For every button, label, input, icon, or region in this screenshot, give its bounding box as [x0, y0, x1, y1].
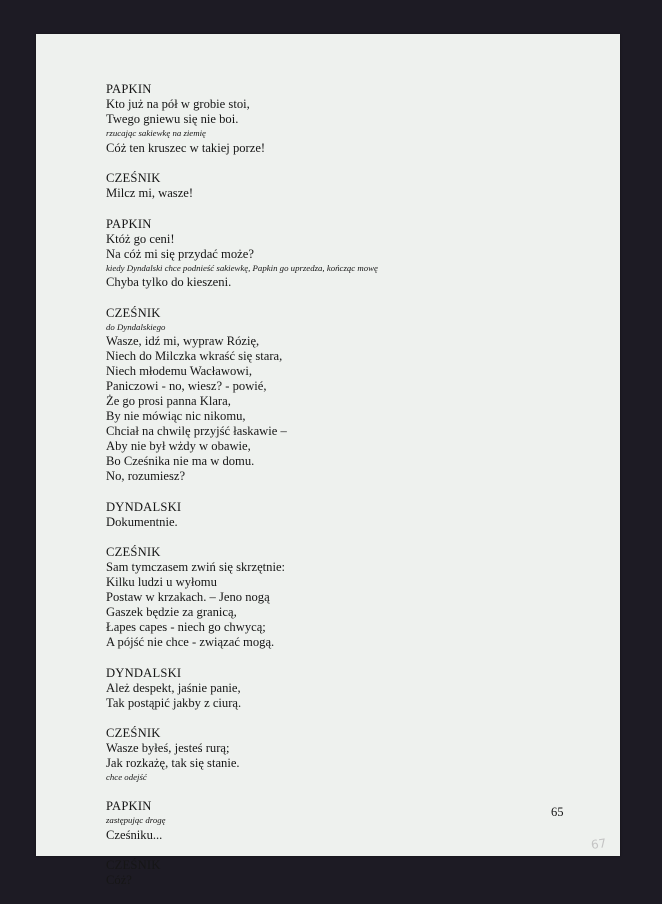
- verse-line: Kilku ludzi u wyłomu: [106, 575, 217, 589]
- dialogue-block: [106, 799, 586, 843]
- verse-line: Chyba tylko do kieszeni.: [106, 275, 232, 289]
- verse-line: No, rozumiesz?: [106, 469, 186, 483]
- verse-line: Chciał na chwilę przyjść łaskawie –: [106, 424, 287, 438]
- speaker-name: DYNDALSKI: [106, 665, 182, 680]
- verse-line: By nie mówiąc nic nikomu,: [106, 409, 246, 423]
- verse-line: Łapes capes - niech go chwycą;: [106, 620, 266, 634]
- verse-line: Twego gniewu się nie boi.: [106, 112, 239, 126]
- dialogue-block: [106, 858, 586, 888]
- speaker-name: DYNDALSKI: [106, 499, 182, 514]
- verse-line: Wasze, idź mi, wypraw Rózię,: [106, 334, 260, 348]
- verse-line: Bo Cześnika nie ma w domu.: [106, 454, 255, 468]
- dialogue-block: [106, 545, 586, 650]
- stage-direction: rzucając sakiewkę na ziemię: [106, 128, 206, 138]
- verse-line: Że go prosi panna Klara,: [106, 394, 231, 408]
- verse-line: Niech do Milczka wkraść się stara,: [106, 349, 283, 363]
- verse-line: A pójść nie chce - związać mogą.: [106, 635, 275, 649]
- stage-direction: zastępując drogę: [106, 815, 166, 825]
- verse-line: Dokumentnie.: [106, 514, 178, 529]
- speaker-name: PAPKIN: [106, 799, 152, 813]
- verse-line: Cóż ten kruszec w takiej porze!: [106, 140, 266, 155]
- speaker-name: CZEŚNIK: [106, 171, 161, 185]
- verse-line: Na cóż mi się przydać może?: [106, 246, 254, 261]
- pencil-annotation: 67: [590, 836, 608, 852]
- verse-line: Sam tymczasem zwiń się skrzętnie:: [106, 560, 286, 574]
- speaker-name: PAPKIN: [106, 216, 152, 231]
- dialogue-block: [106, 500, 586, 530]
- verse-line: Postaw w krzakach. – Jeno nogą: [106, 590, 270, 604]
- verse-line: Wasze byłeś, jesteś rurą;: [106, 741, 230, 755]
- verse-line: Jak rozkażę, tak się stanie.: [106, 756, 240, 770]
- stage-direction: chce odejść: [106, 772, 147, 782]
- speaker-name: CZEŚNIK: [106, 858, 161, 872]
- speaker-name: CZEŚNIK: [106, 726, 161, 740]
- dialogue-block: [106, 82, 586, 156]
- dialogue-block: [106, 306, 586, 485]
- page-number: 65: [551, 805, 564, 819]
- verse-line: Niech młodemu Wacławowi,: [106, 364, 252, 378]
- verse-line: Milcz mi, wasze!: [106, 186, 194, 200]
- verse-line: Ależ despekt, jaśnie panie,: [106, 680, 241, 695]
- drama-text: [106, 82, 586, 904]
- verse-line: Któż go ceni!: [106, 231, 175, 246]
- verse-line: Aby nie był wżdy w obawie,: [106, 439, 251, 453]
- verse-line: Tak postąpić jakby z ciurą.: [106, 695, 242, 710]
- verse-line: Paniczowi - no, wiesz? - powié,: [106, 379, 267, 393]
- scanned-page: [36, 34, 620, 887]
- speaker-name: CZEŚNIK: [106, 305, 161, 320]
- dialogue-block: [106, 666, 586, 711]
- verse-line: Cześniku...: [106, 827, 163, 842]
- speaker-name: CZEŚNIK: [106, 545, 161, 559]
- verse-line: Cóż?: [106, 873, 132, 887]
- stage-direction: kiedy Dyndalski chce podnieść sakiewkę, Papkin go uprzedza, kończąc mowę: [106, 262, 378, 273]
- verse-line: Gaszek będzie za granicą,: [106, 605, 237, 619]
- stage-direction: do Dyndalskiego: [106, 321, 166, 332]
- dialogue-block: [106, 171, 586, 201]
- verse-line: Kto już na pół w grobie stoi,: [106, 97, 250, 111]
- dialogue-block: [106, 726, 586, 784]
- dialogue-block: [106, 217, 586, 291]
- speaker-name: PAPKIN: [106, 82, 152, 96]
